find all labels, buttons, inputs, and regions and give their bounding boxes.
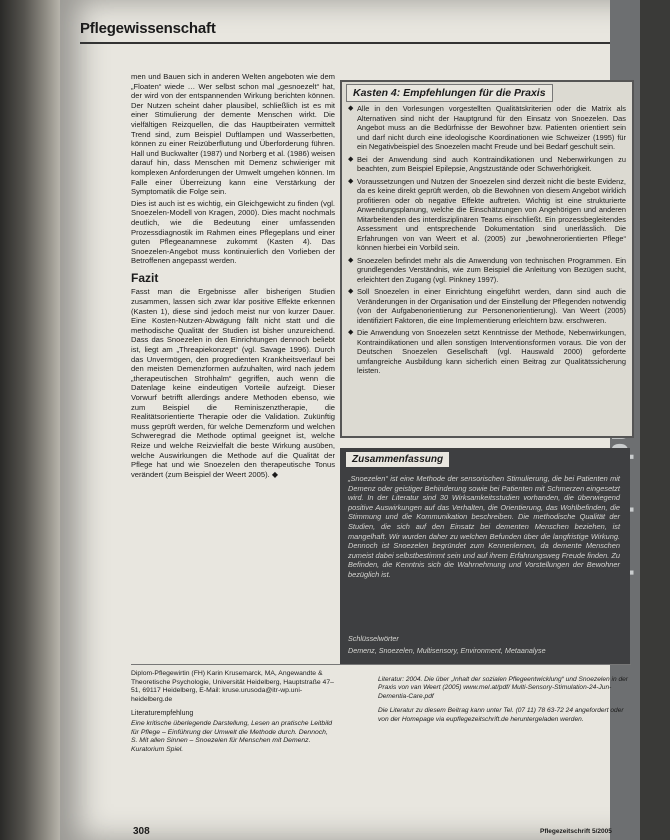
header-rule [80,42,610,44]
body-paragraph: Dies ist auch ist es wichtig, ein Gleichgewicht zu finden (vgl. Snoezelen-Modell von Kragen, 2000). Dies macht nochmals deutlich, wie die Bedeutung einer umfassenden Prozessdiagnostik im Rahmen eines Pflegeplans und einer guten Pflegeanamnese zukommt (Kasten 4). Das Snoezelen-Angebot muss kontinuierlich den Vorlieben der Betroffenen angepasst werden. [131,198,335,266]
diamond-bullet-icon: ◆ [348,155,354,163]
footer-divider [131,664,631,665]
list-item [348,328,626,376]
list-item-text: Soll Snoezelen in einer Einrichtung eingeführt werden, dann sind auch die Veränderungen in der Organisation und der Einstellung der Pflegenden notwendig (von der Aufgabenorientierung zur Personenorientierung). Van Weert (2005) identifiziert Faktoren, die eine Implementierung erleichtern bzw. erschweren. [357,287,626,325]
end-mark: ◆ [271,469,279,479]
list-item-text: Alle in den Vorlesungen vorgestellten Qualitätskriterien oder die Matrix als Alternativen sind nicht der Hauptgrund für den Einsatz von Snoezelen. Das Angebot muss an die Bedürfnisse der Bewohner bzw. Patienten orientiert sein und darf nicht durch eine ideologische Koordinationen wie Schweizer (1995) für ein Negativbeispiel des Snoezelen macht Freude und bei Bedarf geschult sein. [357,104,626,151]
list-item-text: Die Anwendung von Snoezelen setzt Kenntnisse der Methode, Nebenwirkungen, Kontraindikationen und allen sonstigen Interventionsformen voraus. Die von der Deutschen Snoezelen Gesellschaft (vgl. Hauswald 2000) geforderte umfangreiche Ausbildung kann sicherlich einen Beitrag zur Qualitätssicherung leisten. [357,328,626,375]
summary-text: „Snoezelen“ ist eine Methode der sensorischen Stimulierung, die bei Patienten mit Demenz oder geistiger Behinderung sowie bei Patienten mit Schmerzen eingesetzt wird. In der Literatur sind 30 Wirksamkeitsstudien vorhanden, die überwiegend positive Auswirkungen auf das Verhalten, die Orientierung, das Wohlbefinden, die Stimmung und die Kommunikation beschreiben. Die methodische Qualität der Studien, die sich auf den Einsatz bei dementen Menschen beziehen, ist mangelhaft. Wir wurden daher zu welchen Befunden über die langfristige Wirkung. Dennoch ist Snoezelen begründet zum Kennenlernen, da demente Menschen zumeist dabei selbstbestimmt sein und auf ihrem Erfahrungsweg Freude finden. Zu Befinden, die Kenntnis sich die Wahrnehmung und Vorstellungen der Bewohner bezüglich ist. [348,474,620,579]
diamond-bullet-icon: ◆ [348,105,354,112]
literature-notes [378,676,628,730]
list-item [348,155,626,174]
keywords: Demenz, Snoezelen, Multisensory, Environment, Metaanalyse [348,646,546,655]
fazit-text: Fasst man die Ergebnisse aller bisherigen Studien zusammen, lassen sich zwar klar positive Effekte erkennen (Kasten 1), diese sind jedoch meist nur von kurzer Dauer. Eine Kosten-Nutzen-Abwägung fällt nicht statt und die methodische Qualität der Studien ist bisher unzureichend. Dass das Snoezelen in den Einrichtungen dennoch beliebt ist, liegt am „Threapiekonzept“ (vgl. Savage 1996). Durch das Unvermögen, den progredienten Krankheitsverlauf bei den meisten Demenzformen aufzuhalten, wird nach jedem „therapeutischen Strohhalm“ gegriffen, auch wenn die Datenlage keine eindeutigen Vorteile aufzeigt. Dieser Vorwurf betrifft allerdings andere Methoden ebenso, wie zum Beispiel die Reminiszenztherapie, die Realitätsorientierte Therapie oder die Validation. Zukünftig muss geprüft werden, für welche Demenzform und welchen Schweregrad die Methode optimal geeignet ist, welche Reize und welche Reizvielfalt die beste Wirkung ausüben, welche Auswirkungen die Methode auf die Qualität der Pflege hat und wie Snoezelen den therapeutische Tonus verändert (zum Beispiel der Weert 2005). [131,287,335,479]
fazit-heading: Fazit [131,270,159,285]
literature-note: Die Literatur zu diesem Beitrag kann unter Tel. (07 11) 78 63-72 24 angefordert oder von der Homepage via eupflegezeitschrift.de heruntergeladen werden. [378,707,624,723]
literature-note: Literatur: 2004. Die über „Inhalt der sozialen Pflegeentwicklung“ und Snoezelen in der Praxis von van Weert (2005) www.mel.at/pdf/ Multi-Sensory-Stimulation-24-Jun-Dementia-Care.pdf [378,676,628,700]
list-item [348,177,626,253]
recommendations-list [348,104,626,379]
diamond-bullet-icon: ◆ [348,256,354,264]
author-text: Diplom-Pflegewirtin (FH) Karin Krusemarck, MA, Angewandte & Theoretische Psychologie, Universität Heidelberg, Hauptstraße 47–51, 69117 Heidelberg, E-Mail: kruse.urusoda@itr-wp.uni-heidelberg.de [131,670,334,703]
author-info [131,670,336,758]
journal-reference: Pflegezeitschrift 5/2005 [540,828,612,835]
diamond-bullet-icon: ◆ [348,177,354,185]
keywords-label: Schlüsselwörter [348,634,399,643]
recommendations-box [340,80,634,438]
body-paragraph: men und Bauen sich in anderen Welten angeboten wie dem „Floaten“ wiede … Wer selbst schon mal „gesnoezelt“ hat, der wird von der entspannenden Wirkung berichten können. Der Nutzen scheint daher plausibel, schließlich ist es mit einer Stimulierung der demente Menschen wirkt. Die vielfältigen Reizquellen, die das Hauptbeiraten vermittelt Trend sind, zum Beispiel Duftlampen und Wasserbetten, können zu einer Reizüberflutung und Überforderung führen. Hall und Buckwalter (1987) und Norberg et al. (1986) weisen darauf hin, dass Menschen mit Demenz schwieriger mit komplexen Anforderungen der Umwelt umgehen können. Im Falle einer Überreizung kann eine Verstärkung der Symptomatik die Folge sein. [131,72,335,197]
diamond-bullet-icon: ◆ [348,329,354,336]
fazit-paragraph [131,287,335,479]
list-item [348,104,626,152]
recommendations-title: Kasten 4: Empfehlungen für die Praxis [346,84,553,102]
recommendation-text: Eine kritische überlegende Darstellung, Lesen an pratische Leitbild für Pflege – Einführung der Umwelt die Methode durch. Dennoch, S. Mit allen Sinnen – Snoezelen für Menschen mit Demenz. Kuratorium Spiel. [131,719,333,753]
list-item [348,287,626,325]
list-item-text: Bei der Anwendung sind auch Kontraindikationen und Nebenwirkungen zu beachten, zum Beispiel Epilepsie, Angstzustände oder Schwerhörigkeit. [357,154,626,173]
book-spine-shadow [0,0,60,840]
page-number: 308 [133,826,150,837]
section-title: Pflegewissenschaft [80,20,216,37]
diamond-bullet-icon: ◆ [348,288,354,295]
summary-title: Zusammenfassung [346,452,449,467]
summary-box [340,448,630,664]
list-item-text: Snoezelen befindet mehr als die Anwendung von technischen Programmen. Ein grundlegendes Verständnis, wie zum Beispiel die Anleitung von Bezügen sucht, erleichtert den Zugang (vgl. Pinkney 1997). [357,255,626,284]
page-header [80,8,610,46]
recommendation-heading: Literaturempfehlung [131,710,194,718]
list-item-text: Voraussetzungen und Nutzen der Snoezelen sind derzeit nicht die beste Evidenz, da es keine direkt geprüft werden, ob die Bewohnen von diesem Angebot wirklich profitieren oder ob negative Effekte auftreten. Wichtig ist eine strukturierte Anwendungsplanung, welche die Einschätzungen von Angehörigen und anderen Mitarbeitenden des interdisziplinären Teams einschließt. Ein prozessbegleitendes Assessment und entsprechende Dokumentation sind unerlässlich. Die Erfahrungen von van Weert et al. (2005) zur „bewohnerorientierten Pflege“ können hierbei ein Vorbild sein. [357,176,626,252]
list-item [348,256,626,285]
left-column [131,72,335,481]
